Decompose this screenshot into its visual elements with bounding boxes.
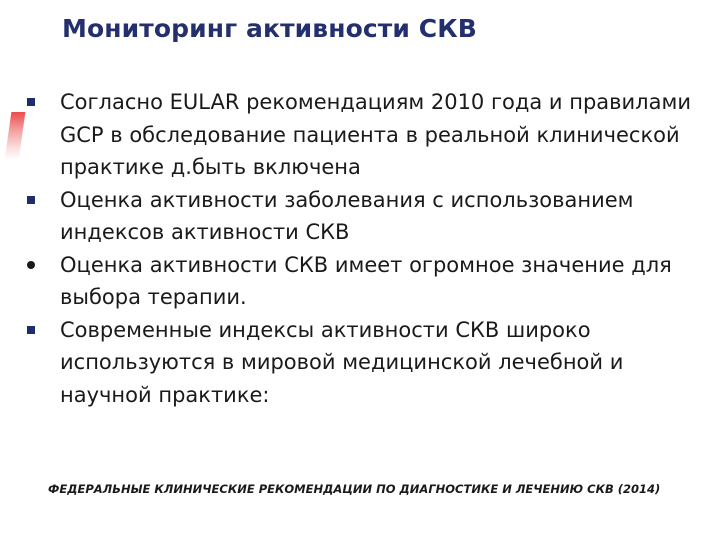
bullet-item-therapy-importance [0,249,710,314]
square-bullet-icon [27,98,35,106]
round-bullet-icon [27,261,35,269]
source-citation: ФЕДЕРАЛЬНЫЕ КЛИНИЧЕСКИЕ РЕКОМЕНДАЦИИ ПО ДИАГНОСТИКЕ И ЛЕЧЕНИЮ СКВ (2014) [48,482,661,496]
bullet-text: Оценка активности заболевания с использованием индексов активности СКВ [60,187,634,244]
square-bullet-icon [27,326,35,334]
bullet-text: Согласно EULAR рекомендациям 2010 года и правилами GCP в обследование пациента в реальной клинической практике д.быть включена [60,90,691,179]
bullet-list [0,86,720,411]
bullet-item-indices-usage [0,314,710,412]
bullet-item-activity-assessment [0,184,710,249]
bullet-item-eular [0,86,710,184]
square-bullet-icon [27,196,35,204]
bullet-text: Современные индексы активности СКВ широко используются в мировой медицинской лечебной и научной практике: [60,317,624,407]
slide-title: Мониторинг активности СКВ [62,14,477,43]
bullet-text: Оценка активности СКВ имеет огромное значение для выбора терапии. [60,252,672,309]
